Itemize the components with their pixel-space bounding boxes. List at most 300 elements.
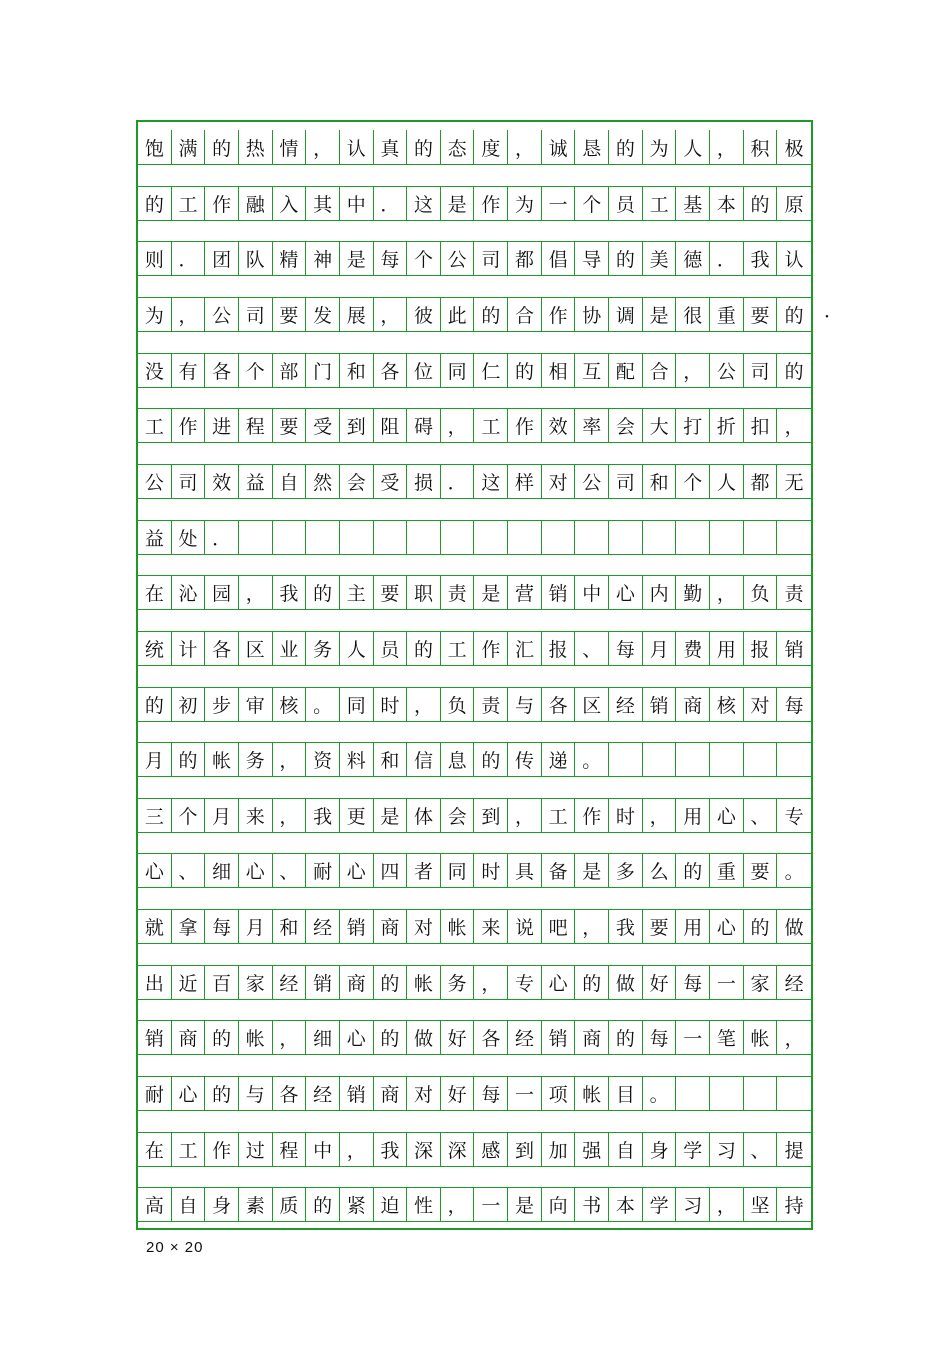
grid-cell: 商 [172,1021,206,1054]
grid-cell: 。 [306,688,340,721]
grid-cell: 是 [575,854,609,887]
grid-cell: 细 [205,854,239,887]
grid-cell: 做 [784,917,804,940]
grid-cell: 每 [643,1021,677,1054]
grid-cell: 用 [676,799,710,832]
grid-cell: 人 [710,465,744,498]
grid-cell: 的 [784,360,804,383]
grid-cell: 和 [273,910,307,943]
grid-cell [676,521,710,554]
grid-cell: 商 [676,688,710,721]
grid-cell: 合 [508,298,542,331]
grid-cell: 负 [441,688,475,721]
grid-cell: 的 [172,743,206,776]
grid-cell: 仁 [475,354,509,387]
grid-cell: 互 [575,354,609,387]
grid-cell: 司 [609,465,643,498]
grid-cell: 我 [744,242,778,275]
grid-cell: 中 [575,576,609,609]
grid-cell: 会 [609,409,643,442]
grid-cell: 工 [542,799,576,832]
grid-cell: 专 [508,966,542,999]
grid-cell: 心 [340,1021,374,1054]
grid-cell [777,521,811,554]
grid-cell: 销 [138,1021,172,1054]
grid-row [138,1076,811,1111]
grid-cell: 重 [710,298,744,331]
grid-cell: 公 [710,354,744,387]
grid-cell: 主 [340,576,374,609]
grid-cell: ， [784,416,804,439]
grid-cell: 各 [273,1077,307,1110]
grid-cell: 工 [475,409,509,442]
grid-cell: 商 [374,1077,408,1110]
grid-cell: 经 [508,1021,542,1054]
grid-cell: 都 [744,465,778,498]
grid-cell: 家 [239,966,273,999]
grid-cell: 来 [239,799,273,832]
grid-cell: 原 [784,193,804,216]
grid-cell: 的 [205,1021,239,1054]
grid-cell: 个 [172,799,206,832]
grid-cell: 每 [676,966,710,999]
grid-row [138,798,811,833]
grid-cell: 率 [575,409,609,442]
grid-cell: 程 [239,409,273,442]
grid-cell: 公 [138,465,172,498]
grid-cell: 么 [643,854,677,887]
grid-cell: 各 [205,354,239,387]
grid-cell [306,521,340,554]
grid-cell: 商 [374,910,408,943]
grid-cell: 作 [205,187,239,220]
grid-cell: 一 [710,966,744,999]
grid-cell: 门 [306,354,340,387]
grid-cell: 司 [239,298,273,331]
grid-cell: 个 [407,242,441,275]
grid-cell: 好 [643,966,677,999]
grid-cell: 。 [643,1077,677,1110]
grid-cell: 要 [744,298,778,331]
grid-cell: 认 [784,249,804,272]
grid-row [138,853,811,888]
grid-cell: 是 [643,298,677,331]
grid-cell: 的 [306,1188,340,1221]
grid-cell: 百 [205,966,239,999]
grid-cell: 这 [407,187,441,220]
grid-cell: 益 [138,521,172,554]
grid-cell: 深 [407,1133,441,1166]
grid-cell: 来 [475,910,509,943]
grid-cell: 和 [340,354,374,387]
grid-cell: 商 [575,1021,609,1054]
grid-cell: 极 [784,137,804,160]
grid-cell: 都 [508,242,542,275]
grid-cell: 的 [205,1077,239,1110]
grid-cell: 一 [475,1188,509,1221]
grid-cell: 销 [340,1077,374,1110]
grid-cell: 到 [475,799,509,832]
grid-row [138,909,811,944]
grid-cell [475,521,509,554]
grid-cell: 月 [205,799,239,832]
grid-cell: 要 [643,910,677,943]
grid-cell: 很 [676,298,710,331]
grid-cell: 、 [172,854,206,887]
grid-cell: 细 [306,1021,340,1054]
grid-cell [777,1077,811,1110]
grid-cell: 核 [273,688,307,721]
grid-cell: 持 [784,1195,804,1218]
grid-cell: ， [273,743,307,776]
grid-cell: ． [710,242,744,275]
grid-cell [441,521,475,554]
grid-cell: 自 [172,1188,206,1221]
grid-cell: 心 [340,854,374,887]
grid-cell: 业 [273,632,307,665]
grid-cell: 吧 [542,910,576,943]
grid-cell: 大 [643,409,677,442]
grid-cell: 强 [575,1133,609,1166]
grid-cell: 近 [172,966,206,999]
grid-cell: 工 [441,632,475,665]
grid-cell: 质 [273,1188,307,1221]
grid-cell: 公 [205,298,239,331]
grid-cell: 好 [441,1021,475,1054]
grid-cell: 销 [542,576,576,609]
grid-cell [744,1077,778,1110]
grid-cell: 折 [710,409,744,442]
grid-cell: 各 [475,1021,509,1054]
grid-cell: 效 [542,409,576,442]
grid-cell: 、 [744,1133,778,1166]
grid-cell [508,521,542,554]
grid-row [138,520,811,555]
grid-cell [239,521,273,554]
grid-cell: 程 [273,1133,307,1166]
grid-cell: 月 [138,743,172,776]
grid-cell: 自 [609,1133,643,1166]
grid-cell: 三 [138,799,172,832]
grid-cell: 打 [676,409,710,442]
grid-cell: 员 [374,632,408,665]
grid-cell: 本 [609,1188,643,1221]
grid-cell: 心 [172,1077,206,1110]
overflow-punctuation: ． [824,300,844,322]
grid-cell: 耐 [306,854,340,887]
grid-cell: 每 [475,1077,509,1110]
grid-cell: 相 [542,354,576,387]
grid-cell: 每 [205,910,239,943]
grid-cell: 的 [407,130,441,164]
grid-cell: 身 [643,1133,677,1166]
grid-cell: 的 [138,688,172,721]
grid-cell: 司 [172,465,206,498]
grid-cell [340,521,374,554]
grid-cell: ， [643,799,677,832]
grid-cell: ， [475,966,509,999]
grid-cell: 务 [441,966,475,999]
grid-cell: 是 [374,799,408,832]
grid-cell: 项 [542,1077,576,1110]
grid-cell: 帐 [239,1021,273,1054]
grid-cell: 经 [273,966,307,999]
grid-size-label: 20 × 20 [146,1239,204,1256]
grid-cell: 具 [508,854,542,887]
grid-cell: 区 [239,632,273,665]
grid-cell: 作 [475,187,509,220]
grid-cell: 素 [239,1188,273,1221]
grid-cell: 扣 [744,409,778,442]
grid-cell: ， [374,298,408,331]
grid-cell: 感 [475,1133,509,1166]
grid-cell: 费 [676,632,710,665]
grid-cell [643,743,677,776]
grid-cell: 作 [575,799,609,832]
grid-cell: 帐 [575,1077,609,1110]
grid-cell: 统 [138,632,172,665]
grid-cell: 自 [273,465,307,498]
grid-cell: 融 [239,187,273,220]
grid-cell: 为 [138,298,172,331]
grid-cell: 资 [306,743,340,776]
grid-cell: 深 [441,1133,475,1166]
grid-row [138,241,811,276]
grid-cell: 满 [172,130,206,164]
grid-cell [710,521,744,554]
grid-row [138,1187,811,1222]
grid-cell: 公 [575,465,609,498]
grid-cell: 位 [407,354,441,387]
grid-cell: 发 [306,298,340,331]
manuscript-grid [136,120,813,1230]
grid-cell: 一 [542,187,576,220]
grid-cell: 是 [475,576,509,609]
grid-cell: 入 [273,187,307,220]
grid-cell: 月 [239,910,273,943]
grid-cell: 用 [676,910,710,943]
grid-cell [609,743,643,776]
grid-cell: ， [710,1188,744,1221]
grid-cell: 心 [138,854,172,887]
grid-cell: 的 [475,298,509,331]
grid-cell: 目 [609,1077,643,1110]
grid-cell: 体 [407,799,441,832]
grid-cell: 每 [609,632,643,665]
grid-cell: 用 [710,632,744,665]
grid-cell: 的 [609,1021,643,1054]
grid-cell: 的 [508,354,542,387]
grid-cell: 情 [273,130,307,164]
grid-cell: 为 [508,187,542,220]
grid-cell: ， [710,130,744,164]
grid-cell: 有 [172,354,206,387]
grid-cell: ， [441,1188,475,1221]
grid-row [138,575,811,610]
grid-cell: 坚 [744,1188,778,1221]
grid-cell: 会 [340,465,374,498]
grid-cell: 加 [542,1133,576,1166]
grid-cell: ， [273,1021,307,1054]
grid-cell: 报 [744,632,778,665]
grid-cell: 重 [710,854,744,887]
grid-cell: 会 [441,799,475,832]
grid-cell: 务 [239,743,273,776]
grid-cell: 在 [138,1133,172,1166]
grid-cell: 效 [205,465,239,498]
grid-cell: 个 [575,187,609,220]
grid-cell: 彼 [407,298,441,331]
grid-cell: 无 [784,471,804,494]
grid-cell: 在 [138,576,172,609]
grid-cell: 责 [475,688,509,721]
grid-cell: 说 [508,910,542,943]
grid-cell: 的 [744,187,778,220]
grid-cell: 没 [138,354,172,387]
grid-cell: 我 [273,576,307,609]
grid-cell: 此 [441,298,475,331]
grid-cell: 本 [710,187,744,220]
grid-cell: ， [676,354,710,387]
grid-cell: 报 [542,632,576,665]
grid-cell: 然 [306,465,340,498]
grid-cell: 心 [542,966,576,999]
grid-cell: 倡 [542,242,576,275]
grid-cell: 时 [374,688,408,721]
grid-cell: ， [273,799,307,832]
grid-cell: 同 [441,854,475,887]
grid-cell: 作 [205,1133,239,1166]
grid-cell [676,1077,710,1110]
grid-cell: 处 [172,521,206,554]
grid-cell: 工 [138,409,172,442]
grid-cell: 其 [306,187,340,220]
grid-row [138,464,811,499]
grid-cell: 公 [441,242,475,275]
grid-cell: 提 [784,1139,804,1162]
grid-cell: 同 [340,688,374,721]
grid-cell: 样 [508,465,542,498]
grid-cell: ， [239,576,273,609]
grid-cell: 作 [475,632,509,665]
grid-cell: 的 [407,632,441,665]
grid-cell: 基 [676,187,710,220]
grid-cell: 心 [609,576,643,609]
grid-cell: 司 [744,354,778,387]
grid-cell: 习 [676,1188,710,1221]
grid-cell: 、 [273,854,307,887]
grid-row [138,1020,811,1055]
grid-cell: 饱 [138,130,172,164]
grid-cell: 一 [676,1021,710,1054]
grid-cell: 向 [542,1188,576,1221]
grid-cell: 。 [575,743,609,776]
grid-cell: 德 [676,242,710,275]
grid-row [138,631,811,666]
grid-cell: 受 [306,409,340,442]
grid-cell: 更 [340,799,374,832]
grid-cell: 我 [306,799,340,832]
grid-row [138,1132,811,1167]
grid-cell: ， [172,298,206,331]
grid-cell: 工 [172,1133,206,1166]
grid-cell [374,521,408,554]
grid-cell [744,743,778,776]
grid-cell: 到 [340,409,374,442]
grid-cell: 商 [340,966,374,999]
grid-cell: 个 [676,465,710,498]
grid-cell: 各 [542,688,576,721]
grid-cell: 要 [273,409,307,442]
grid-cell: 的 [744,910,778,943]
grid-cell: 计 [172,632,206,665]
grid-cell: 导 [575,242,609,275]
grid-cell: 的 [676,854,710,887]
grid-cell [744,521,778,554]
grid-cell: 我 [374,1133,408,1166]
grid-cell: 的 [374,966,408,999]
grid-cell: 这 [475,465,509,498]
grid-cell: 时 [609,799,643,832]
grid-cell: 销 [340,910,374,943]
grid-cell: 销 [784,638,804,661]
grid-cell: 好 [441,1077,475,1110]
grid-cell: 者 [407,854,441,887]
grid-cell: 的 [609,242,643,275]
grid-cell: 信 [407,743,441,776]
grid-cell: 身 [205,1188,239,1221]
grid-cell: 营 [508,576,542,609]
grid-cell: 沁 [172,576,206,609]
grid-cell: 拿 [172,910,206,943]
grid-cell: ． [374,187,408,220]
grid-cell: 一 [508,1077,542,1110]
grid-cell: 诚 [542,130,576,164]
grid-cell: 责 [441,576,475,609]
grid-cell: 人 [676,130,710,164]
grid-cell: 初 [172,688,206,721]
grid-cell: 到 [508,1133,542,1166]
grid-cell: 调 [609,298,643,331]
grid-cell: 每 [784,694,804,717]
grid-cell: 益 [239,465,273,498]
grid-cell: 备 [542,854,576,887]
grid-cell: 过 [239,1133,273,1166]
grid-cell [710,743,744,776]
grid-cell: 作 [172,409,206,442]
grid-cell: 态 [441,130,475,164]
grid-cell: 经 [784,972,804,995]
grid-cell: 帐 [205,743,239,776]
grid-cell: 神 [306,242,340,275]
grid-row [138,742,811,777]
grid-cell [407,521,441,554]
grid-cell: 度 [475,130,509,164]
grid-cell: ， [784,1028,804,1051]
grid-cell: 汇 [508,632,542,665]
grid-cell: ， [710,576,744,609]
grid-cell: 紧 [340,1188,374,1221]
grid-cell: 料 [340,743,374,776]
grid-cell: 务 [306,632,340,665]
grid-cell: 要 [744,854,778,887]
grid-cell: 高 [138,1188,172,1221]
grid-cell: 园 [205,576,239,609]
grid-cell: 损 [407,465,441,498]
grid-cell: 的 [374,1021,408,1054]
grid-cell: 经 [306,910,340,943]
grid-cell: 中 [340,187,374,220]
